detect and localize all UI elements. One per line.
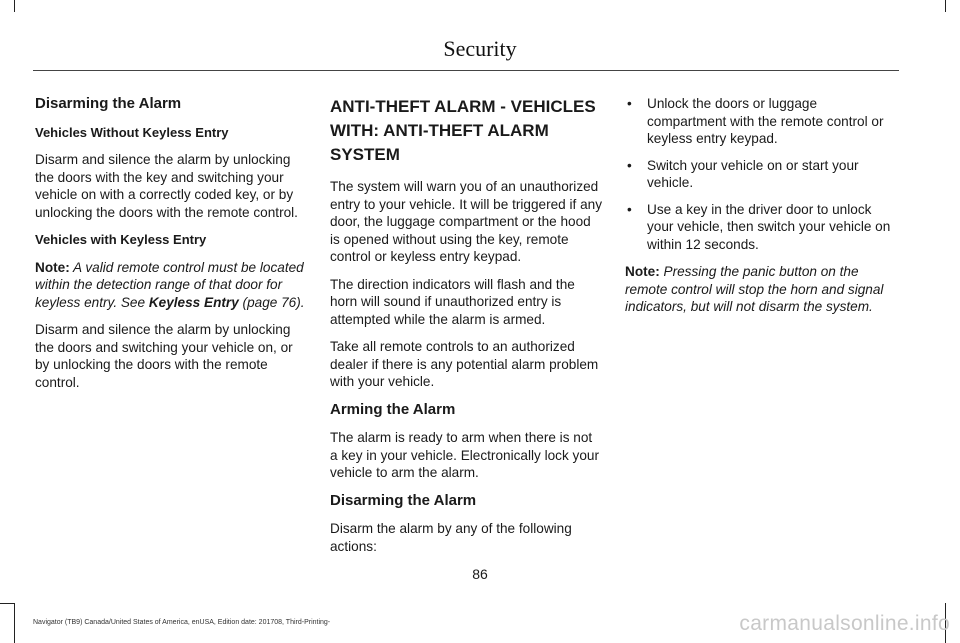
note-label: Note: — [625, 264, 660, 279]
bullet-icon: • — [627, 201, 632, 217]
paragraph-indicators: The direction indicators will flash and the horn will sound if unauthorized entry is attempted while the alarm is armed. — [330, 276, 575, 327]
section-heading-anti-theft: ANTI-THEFT ALARM - VEHICLES WITH: ANTI-THEFT ALARM SYSTEM — [330, 97, 596, 164]
bullet-icon: • — [627, 157, 632, 173]
column-left — [35, 95, 305, 401]
list-item-text: Switch your vehicle on or start your vehicle. — [647, 157, 859, 190]
note-text: Pressing the panic button on the remote control will stop the horn and signal indicators, but will not disarm the system. — [625, 264, 884, 314]
crop-mark-bottom-left-h — [0, 603, 14, 604]
column-right — [625, 95, 897, 326]
page-number: 86 — [472, 566, 488, 582]
list-item — [625, 157, 897, 192]
disarm-actions-list — [625, 95, 897, 253]
note-keyless — [35, 259, 305, 312]
list-item — [625, 95, 897, 148]
subheading-with-keyless: Vehicles with Keyless Entry — [35, 232, 207, 247]
paragraph-disarm-actions: Disarm the alarm by any of the following actions: — [330, 521, 572, 554]
column-middle — [330, 95, 602, 565]
watermark: carmanualsonline.info — [739, 612, 950, 635]
note-text: A valid remote control must be located within the detection range of that door for keyless entry. See — [35, 259, 304, 310]
section-heading-disarming: Disarming the Alarm — [35, 95, 182, 112]
crop-mark-top-left — [14, 0, 15, 12]
list-item-text: Use a key in the driver door to unlock your vehicle, then switch your vehicle on within 12 seconds. — [647, 201, 891, 252]
page-header-title: Security — [443, 36, 517, 61]
keyless-entry-link[interactable]: Keyless Entry — [148, 294, 239, 310]
list-item-text: Unlock the doors or luggage compartment with the remote control or keyless entry keypad. — [647, 96, 884, 146]
crop-mark-bottom-left-v — [14, 603, 15, 643]
paragraph-disarm-switch: Disarm and silence the alarm by unlocking the doors and switching your vehicle on, or by unlocking the doors with the remote control. — [35, 322, 293, 390]
note-panic — [625, 263, 897, 316]
note-page-ref: (page 76). — [238, 294, 305, 310]
section-heading-arming: Arming the Alarm — [330, 400, 456, 418]
edition-footer: Navigator (TB9) Canada/United States of America, enUSA, Edition date: 201708, Third-Printing- — [33, 619, 331, 626]
note-label: Note: — [35, 259, 70, 275]
subheading-without-keyless: Vehicles Without Keyless Entry — [35, 124, 229, 140]
list-item — [625, 201, 897, 254]
paragraph-arming: The alarm is ready to arm when there is not a key in your vehicle. Electronically lock your vehicle to arm the alarm. — [330, 430, 599, 480]
paragraph-disarm-key: Disarm and silence the alarm by unlocking the doors with the key and switching your vehicle on with a correctly coded key, or by unlocking the doors with the remote control. — [35, 152, 298, 220]
section-heading-disarming-2: Disarming the Alarm — [330, 491, 477, 509]
bullet-icon: • — [627, 96, 632, 111]
header-divider — [33, 70, 899, 71]
paragraph-dealer: Take all remote controls to an authorized dealer if there is any potential alarm problem with your vehicle. — [330, 339, 599, 389]
crop-mark-top-right — [945, 0, 946, 12]
paragraph-warning: The system will warn you of an unauthorized entry to your vehicle. It will be triggered if any door, the luggage compartment or the hood is opened without using the key, remote control or keyless entry keypad. — [330, 179, 603, 264]
